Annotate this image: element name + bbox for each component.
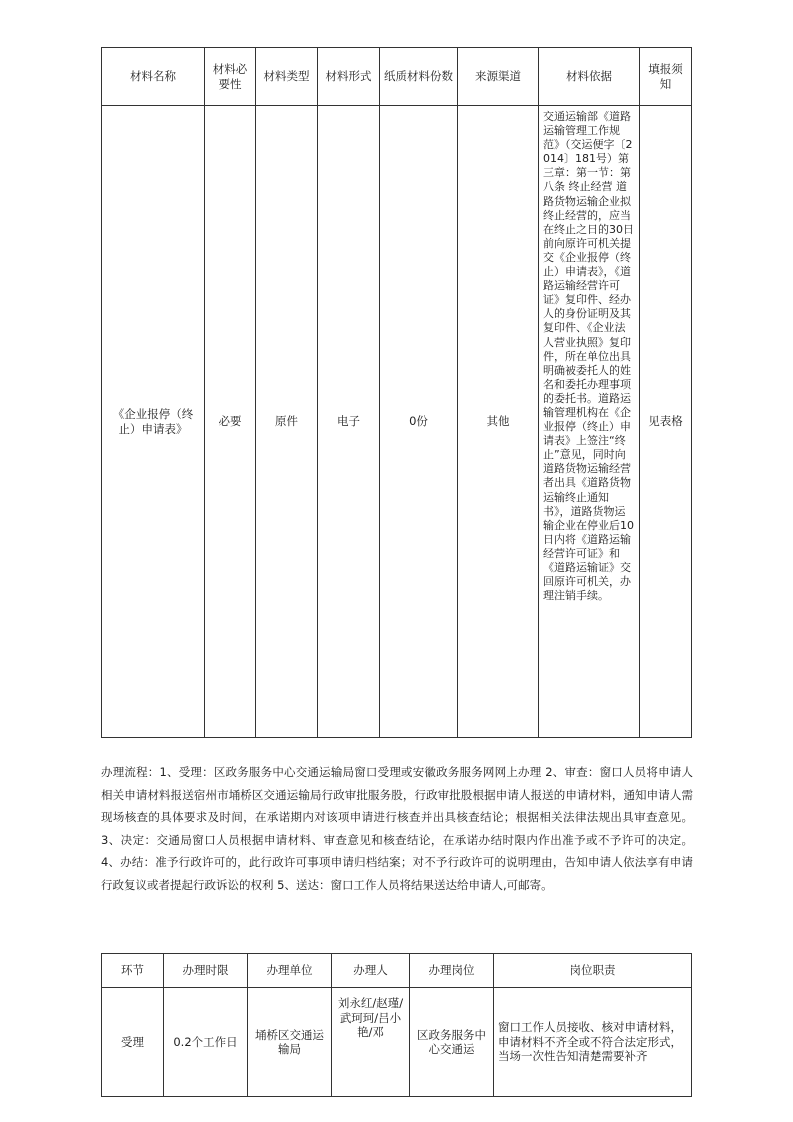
header-material-type: 材料类型 xyxy=(256,48,318,106)
steps-table xyxy=(101,953,692,1097)
header-notice: 填报须知 xyxy=(640,48,692,106)
step-stage: 受理 xyxy=(102,988,164,1097)
table-row xyxy=(102,106,692,738)
material-type: 原件 xyxy=(256,106,318,738)
header-source: 来源渠道 xyxy=(458,48,539,106)
fill-notice: 见表格 xyxy=(640,106,692,738)
step-duty: 窗口工作人员接收、核对申请材料，申请材料不齐全或不符合法定形式，当场一次性告知清楚需要补齐 xyxy=(494,988,692,1097)
header-material-form: 材料形式 xyxy=(318,48,380,106)
header-paper-copies: 纸质材料份数 xyxy=(380,48,458,106)
header-time-limit: 办理时限 xyxy=(164,954,248,988)
process-description: 办理流程：1、受理：区政务服务中心交通运输局窗口受理或安徽政务服务网网上办理 2、审查：窗口人员将申请人相关申请材料报送宿州市埇桥区交通运输局行政审批服务股，行政审批股根据申请人报送的申请材料，通知申请人需现场核查的具体要求及时间，在承诺期内对该项申请进行核查并出具核查结论；根据相关法律法规出具审查意见。 3、决定：交通局窗口人员根据申请材料、审查意见和核查结论，在承诺办结时限内作出准予或不予许可的决定。 4、办结：准予行政许可的，此行政许可事项申请归档结案；对不予行政许可的说明理由，告知申请人依法享有申请行政复议或者提起行政诉讼的权利 5、送达：窗口工作人员将结果送达给申请人,可邮寄。 xyxy=(101,765,693,892)
header-person: 办理人 xyxy=(332,954,410,988)
materials-table xyxy=(101,47,692,738)
paper-copies: 0份 xyxy=(380,106,458,738)
material-form: 电子 xyxy=(318,106,380,738)
step-unit: 埇桥区交通运输局 xyxy=(248,988,332,1097)
step-person: 刘永红/赵瑾/武珂珂/吕小艳/邓 xyxy=(332,988,410,1097)
steps-header-row xyxy=(102,954,692,988)
material-source: 其他 xyxy=(458,106,539,738)
header-basis: 材料依据 xyxy=(539,48,640,106)
table-row xyxy=(102,988,692,1097)
materials-header-row xyxy=(102,48,692,106)
step-post: 区政务服务中心交通运 xyxy=(410,988,494,1097)
header-material-necessity: 材料必要性 xyxy=(205,48,256,106)
header-material-name: 材料名称 xyxy=(102,48,205,106)
header-post: 办理岗位 xyxy=(410,954,494,988)
material-basis: 交通运输部《道路运输管理工作规范》（交运便字〔2014〕181号）第三章：第一节：第八条 终止经营 道路货物运输企业拟终止经营的，应当在终止之日的30日前向原许可机关提交《企业报停（终止）申请表》，《道路运输经营许可证》复印件、经办人的身份证明及其复印件、《企业法人营业执照》复印件，所在单位出具明确被委托人的姓名和委托办理事项的委托书。道路运输管理机构在《企业报停（终止）申请表》上签注“终止”意见，同时向道路货物运输经营者出具《道路货物运输终止通知书》，道路货物运输企业在停业后10日内将《道路运输经营许可证》和《道路运输证》交回原许可机关，办理注销手续。 xyxy=(539,106,640,738)
header-unit: 办理单位 xyxy=(248,954,332,988)
step-time-limit: 0.2个工作日 xyxy=(164,988,248,1097)
material-name: 《企业报停（终止）申请表》 xyxy=(102,106,205,738)
material-necessity: 必要 xyxy=(205,106,256,738)
header-stage: 环节 xyxy=(102,954,164,988)
header-duty: 岗位职责 xyxy=(494,954,692,988)
